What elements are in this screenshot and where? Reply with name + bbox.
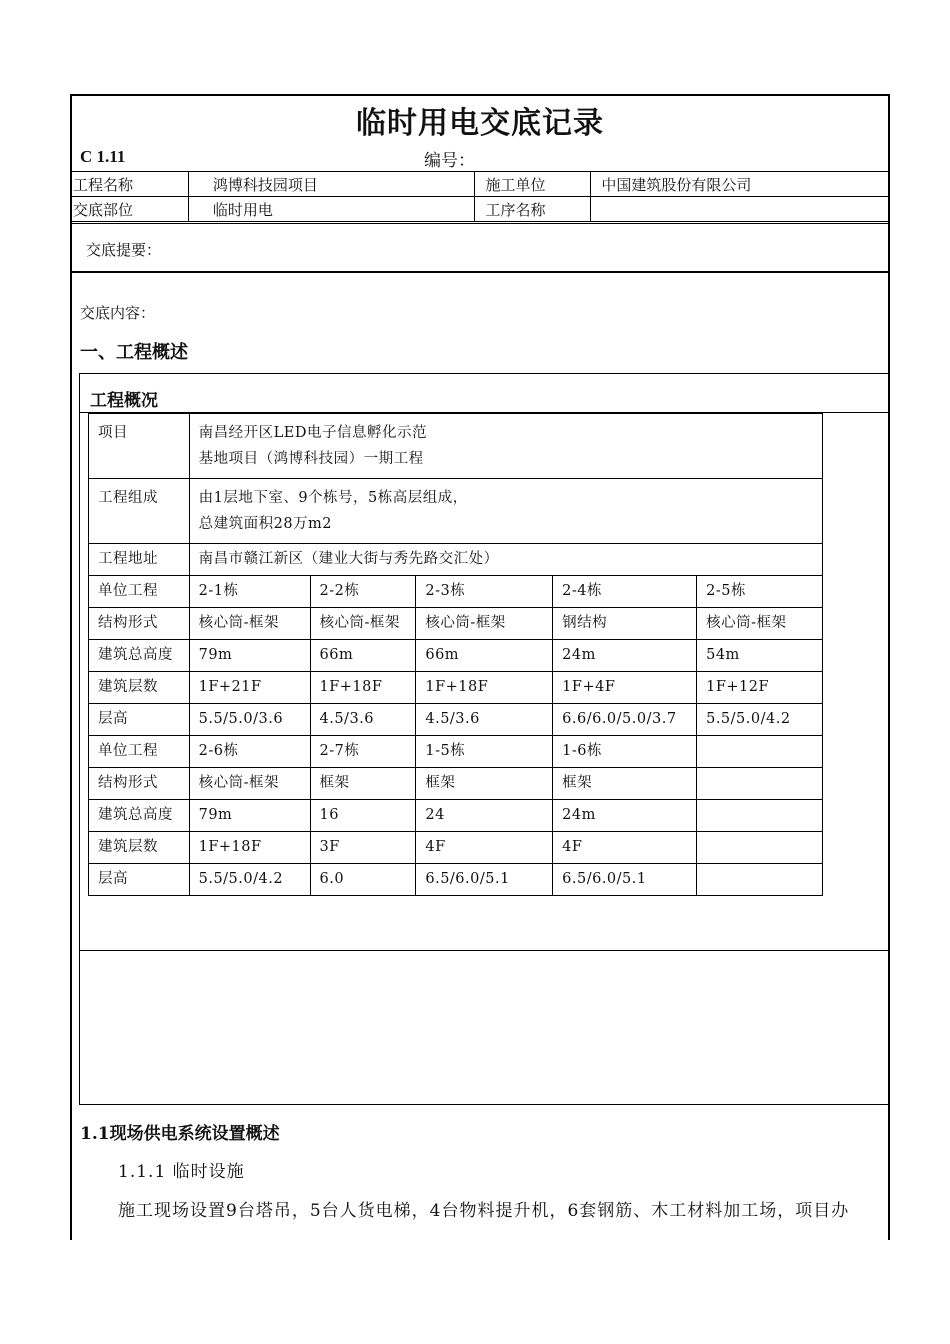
- floor-height-cell: 6.5/6.0/5.1: [416, 864, 553, 896]
- table-row: [89, 832, 823, 864]
- floor-height-cell: 6.5/6.0/5.1: [553, 864, 697, 896]
- table-row: [71, 197, 890, 222]
- project-name-value: 鸿博科技园项目: [188, 172, 475, 197]
- unit-label: 单位工程: [89, 576, 190, 608]
- height-cell: 66m: [416, 640, 553, 672]
- table-row: [89, 672, 823, 704]
- item-line-1: 南昌经开区LED电子信息孵化示范: [198, 425, 427, 441]
- table-row: [71, 172, 890, 197]
- unit-cell: 2-4栋: [553, 576, 697, 608]
- height-cell: 16: [310, 800, 416, 832]
- unit-label: 单位工程: [89, 736, 190, 768]
- table-row: [89, 479, 823, 544]
- floors-label: 建筑层数: [89, 672, 190, 704]
- composition-label: 工程组成: [89, 479, 190, 544]
- height-cell: 24: [416, 800, 553, 832]
- unit-cell: 2-3栋: [416, 576, 553, 608]
- table-row: [89, 768, 823, 800]
- height-cell: 66m: [310, 640, 416, 672]
- structure-cell: 框架: [416, 768, 553, 800]
- height-cell: 24m: [553, 800, 697, 832]
- form-code: C 1.11: [80, 147, 126, 166]
- overview-heading: 工程概况: [90, 391, 158, 411]
- height-cell: 79m: [189, 800, 310, 832]
- floor-height-cell: 4.5/3.6: [310, 704, 416, 736]
- structure-cell: 核心筒-框架: [416, 608, 553, 640]
- floors-label: 建筑层数: [89, 832, 190, 864]
- project-name-label: 工程名称: [71, 172, 189, 197]
- unit-cell: 2-6栋: [189, 736, 310, 768]
- number-label: 编号：: [424, 151, 475, 171]
- document-title: 临时用电交底记录: [356, 106, 604, 141]
- height-label: 建筑总高度: [89, 640, 190, 672]
- structure-cell: 核心筒-框架: [189, 768, 310, 800]
- composition-value: [189, 479, 822, 544]
- unit-cell: 1-6栋: [553, 736, 697, 768]
- floor-height-cell: 6.6/6.0/5.0/3.7: [553, 704, 697, 736]
- floors-cell: 1F+4F: [553, 672, 697, 704]
- table-row: [89, 704, 823, 736]
- height-cell: 79m: [189, 640, 310, 672]
- table-row: [89, 608, 823, 640]
- structure-label: 结构形式: [89, 768, 190, 800]
- subsubsection-heading: 1.1.1 临时设施: [118, 1162, 245, 1182]
- paragraph: 施工现场设置9台塔吊，5台人货电梯，4台物料提升机，6套钢筋、木工材料加工场，项目办: [118, 1201, 850, 1221]
- unit-cell: [697, 736, 823, 768]
- composition-line-2: 总建筑面积28万m2: [198, 516, 333, 532]
- unit-cell: 2-1栋: [189, 576, 310, 608]
- summary-box: [70, 223, 890, 273]
- floor-height-cell: 5.5/5.0/4.2: [189, 864, 310, 896]
- structure-cell: 核心筒-框架: [697, 608, 823, 640]
- height-label: 建筑总高度: [89, 800, 190, 832]
- table-row: [89, 864, 823, 896]
- item-line-2: 基地项目（鸿博科技园）一期工程: [198, 451, 424, 467]
- table-row: [89, 640, 823, 672]
- structure-label: 结构形式: [89, 608, 190, 640]
- header-info-table: [70, 171, 890, 222]
- structure-cell: 框架: [310, 768, 416, 800]
- floors-cell: 4F: [553, 832, 697, 864]
- floors-cell: 1F+18F: [416, 672, 553, 704]
- structure-cell: 框架: [553, 768, 697, 800]
- floors-cell: [697, 832, 823, 864]
- section-heading: 一、工程概述: [80, 342, 188, 363]
- divider: [80, 950, 890, 951]
- item-value: [189, 414, 822, 479]
- process-value: [591, 197, 890, 222]
- unit-cell: 1-5栋: [416, 736, 553, 768]
- contractor-value: 中国建筑股份有限公司: [591, 172, 890, 197]
- height-cell: 54m: [697, 640, 823, 672]
- summary-label: 交底提要：: [86, 241, 162, 259]
- contractor-label: 施工单位: [475, 172, 591, 197]
- unit-cell: 2-7栋: [310, 736, 416, 768]
- table-row: [89, 414, 823, 479]
- floors-cell: 3F: [310, 832, 416, 864]
- floor-height-cell: [697, 864, 823, 896]
- structure-cell: 核心筒-框架: [189, 608, 310, 640]
- floors-cell: 4F: [416, 832, 553, 864]
- item-label: 项目: [89, 414, 190, 479]
- part-value: 临时用电: [188, 197, 475, 222]
- structure-cell: 核心筒-框架: [310, 608, 416, 640]
- floor-height-cell: 6.0: [310, 864, 416, 896]
- composition-line-1: 由1层地下室、9个栋号，5栋高层组成，: [198, 490, 468, 506]
- address-value: 南昌市赣江新区（建业大街与秀先路交汇处）: [189, 544, 822, 576]
- floors-cell: 1F+18F: [189, 832, 310, 864]
- address-label: 工程地址: [89, 544, 190, 576]
- structure-cell: 钢结构: [553, 608, 697, 640]
- table-row: [89, 800, 823, 832]
- floor-height-label: 层高: [89, 704, 190, 736]
- floor-height-label: 层高: [89, 864, 190, 896]
- table-row: [89, 544, 823, 576]
- structure-cell: [697, 768, 823, 800]
- content-label: 交底内容：: [80, 304, 156, 322]
- unit-cell: 2-5栋: [697, 576, 823, 608]
- floor-height-cell: 4.5/3.6: [416, 704, 553, 736]
- process-label: 工序名称: [475, 197, 591, 222]
- floor-height-cell: 5.5/5.0/3.6: [189, 704, 310, 736]
- subsection-heading: 1.1现场供电系统设置概述: [80, 1124, 280, 1144]
- floors-cell: 1F+18F: [310, 672, 416, 704]
- table-row: [89, 576, 823, 608]
- floors-cell: 1F+12F: [697, 672, 823, 704]
- floor-height-cell: 5.5/5.0/4.2: [697, 704, 823, 736]
- unit-cell: 2-2栋: [310, 576, 416, 608]
- project-overview-table: [88, 413, 823, 896]
- height-cell: 24m: [553, 640, 697, 672]
- part-label: 交底部位: [71, 197, 189, 222]
- floors-cell: 1F+21F: [189, 672, 310, 704]
- height-cell: [697, 800, 823, 832]
- table-row: [89, 736, 823, 768]
